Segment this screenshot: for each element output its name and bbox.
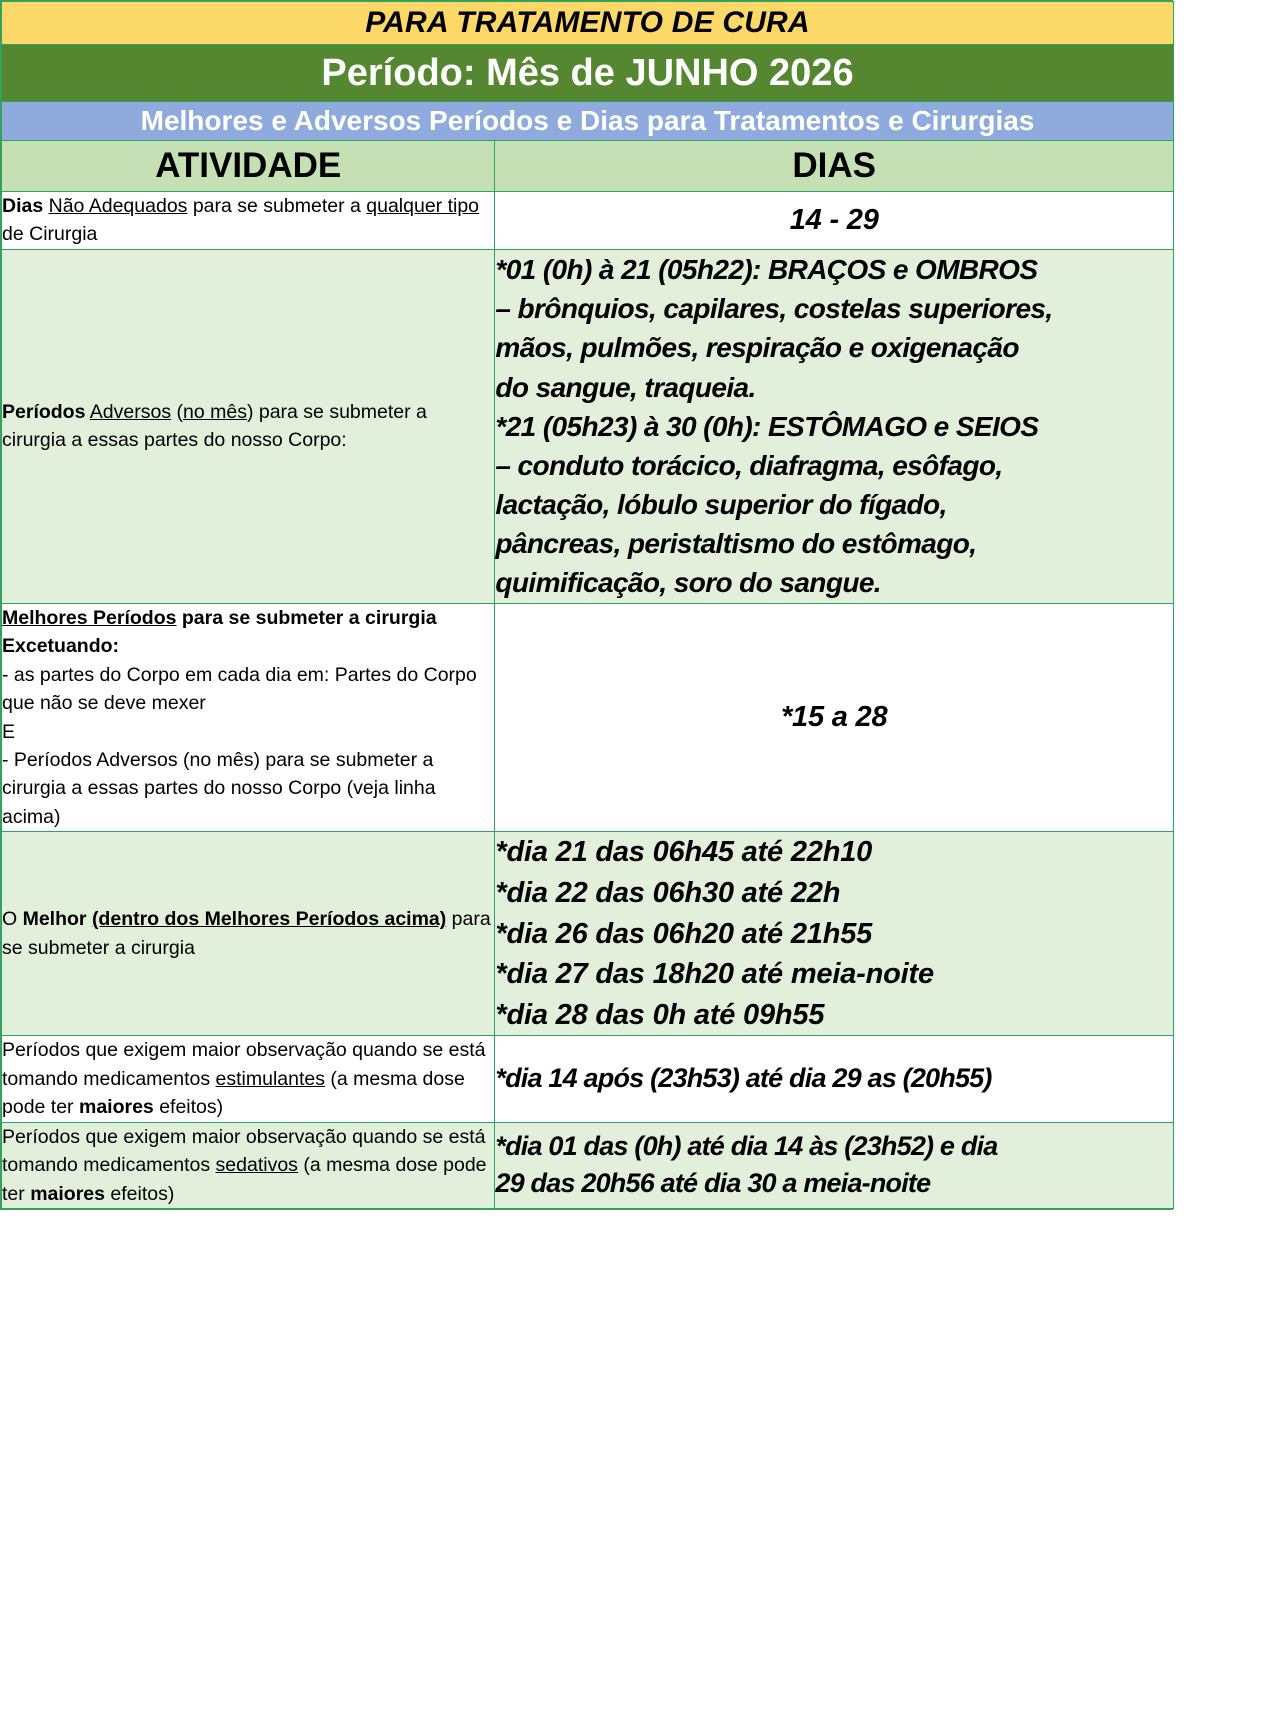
activity-cell: Períodos Adversos (no mês) para se submeter a cirurgia a essas partes do nosso Corpo: — [2, 249, 495, 603]
days-line: pâncreas, peristaltismo do estômago, — [495, 528, 977, 560]
table-row — [2, 192, 1174, 250]
days-line: *dia 27 das 18h20 até meia-noite — [495, 958, 934, 991]
banner-period-row — [2, 45, 1174, 102]
days-line: *dia 14 após (23h53) até dia 29 as (20h55) — [495, 1063, 992, 1094]
days-cell — [495, 1122, 1174, 1208]
days-line: – conduto torácico, diafragma, esôfago, — [495, 449, 1003, 481]
table-row — [2, 1122, 1174, 1208]
days-line: *dia 28 das 0h até 09h55 — [495, 998, 825, 1031]
days-line: *dia 26 das 06h20 até 21h55 — [495, 917, 873, 950]
activity-cell: O Melhor (dentro dos Melhores Períodos acima) para se submeter a cirurgia — [2, 832, 495, 1036]
days-cell — [495, 1036, 1174, 1122]
table-row — [2, 832, 1174, 1036]
activity-cell: Melhores Períodos para se submeter a cirurgia Excetuando: - as partes do Corpo em cada dia em: Partes do Corpo que não se deve mexer E - Períodos Adversos (no mês) para se submeter a cirurgia a essas partes do nosso Corpo (veja linha acima) — [2, 603, 495, 832]
table-row — [2, 603, 1174, 832]
days-line: *01 (0h) à 21 (05h22): BRAÇOS e OMBROS — [495, 253, 1038, 285]
days-cell — [495, 249, 1174, 603]
days-line: *dia 22 das 06h30 até 22h — [495, 876, 841, 909]
days-cell — [495, 192, 1174, 250]
banner-title: PARA TRATAMENTO DE CURA — [2, 2, 1174, 45]
days-line: – brônquios, capilares, costelas superiores, — [495, 293, 1053, 325]
days-line: *15 a 28 — [780, 701, 888, 734]
days-line: do sangue, traqueia. — [495, 371, 756, 403]
days-line: *dia 01 das (0h) até dia 14 às (23h52) e dia — [495, 1130, 998, 1161]
activity-cell: Períodos que exigem maior observação quando se está tomando medicamentos estimulantes (a mesma dose pode ter maiores efeitos) — [2, 1036, 495, 1122]
column-header-activity: ATIVIDADE — [2, 141, 495, 192]
banner-title-row — [2, 2, 1174, 45]
activity-cell: Dias Não Adequados para se submeter a qualquer tipo de Cirurgia — [2, 192, 495, 250]
activity-cell: Períodos que exigem maior observação quando se está tomando medicamentos sedativos (a mesma dose pode ter maiores efeitos) — [2, 1122, 495, 1208]
table-body — [2, 192, 1174, 1209]
days-cell — [495, 832, 1174, 1036]
days-line: lactação, lóbulo superior do fígado, — [495, 489, 947, 521]
days-line: 14 - 29 — [789, 204, 879, 237]
days-line: 29 das 20h56 até dia 30 a meia-noite — [495, 1168, 931, 1199]
days-line: *21 (05h23) à 30 (0h): ESTÔMAGO e SEIOS — [495, 410, 1039, 442]
treatment-table — [1, 1, 1174, 1209]
column-header-row — [2, 141, 1174, 192]
days-line: mãos, pulmões, respiração e oxigenação — [495, 332, 1019, 364]
column-header-days: DIAS — [495, 141, 1174, 192]
banner-subtitle: Melhores e Adversos Períodos e Dias para Tratamentos e Cirurgias — [2, 102, 1174, 141]
days-line: quimificação, soro do sangue. — [495, 567, 881, 599]
banner-period: Período: Mês de JUNHO 2026 — [2, 45, 1174, 102]
banner-subtitle-row — [2, 102, 1174, 141]
table-row — [2, 249, 1174, 603]
days-cell — [495, 603, 1174, 832]
table-row — [2, 1036, 1174, 1122]
days-line: *dia 21 das 06h45 até 22h10 — [495, 836, 873, 869]
